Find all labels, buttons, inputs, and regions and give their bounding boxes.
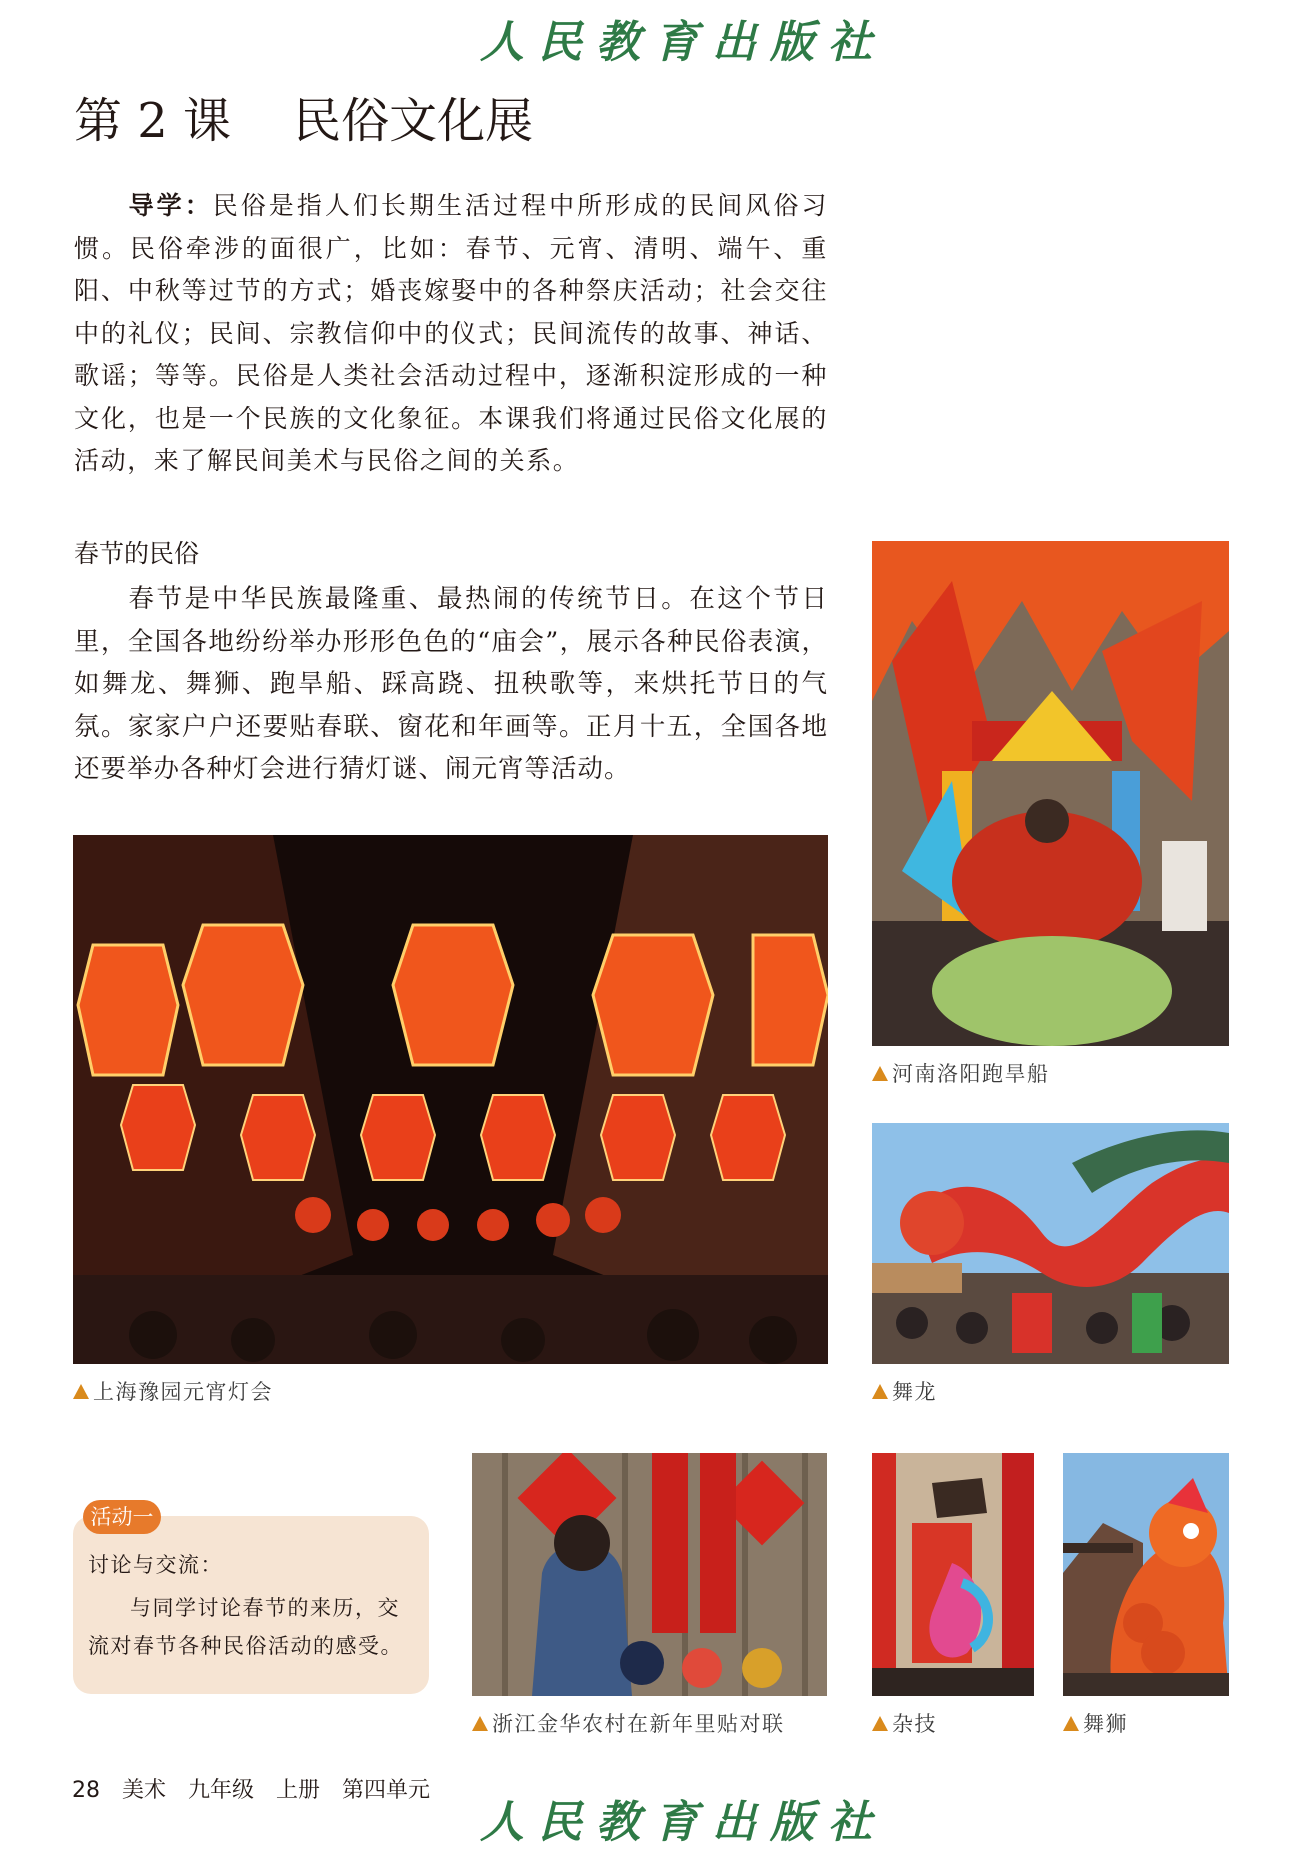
lantern-festival-photo: [73, 835, 828, 1364]
publisher-logo-bottom: 人民教育出版社: [480, 1797, 886, 1848]
land-boat-photo: [872, 541, 1229, 1046]
footer-subject: 美术: [122, 1778, 167, 1803]
triangle-icon: [872, 1066, 888, 1081]
page-number: 28: [72, 1778, 100, 1803]
section-text: 春节是中华民族最隆重、最热闹的传统节日。在这个节日里，全国各地纷纷举办形形色色的“庙会”，展示各种民俗表演，如舞龙、舞狮、跑旱船、踩高跷、扭秧歌等，来烘托节日的气氛。家家户户还要贴春联、窗花和年画等。正月十五，全国各地还要举办各种灯会进行猜灯谜、闹元宵等活动。: [74, 584, 828, 784]
couplets-photo: [472, 1453, 827, 1696]
triangle-icon: [73, 1384, 89, 1399]
triangle-icon: [872, 1716, 888, 1731]
section-paragraph: [74, 578, 828, 791]
intro-paragraph: [74, 185, 828, 483]
activity-heading: 讨论与交流：: [88, 1553, 223, 1577]
page-footer: [72, 1773, 452, 1804]
acrobatics-photo: [872, 1453, 1034, 1696]
caption-couplets: 浙江金华农村在新年里贴对联: [472, 1708, 785, 1738]
caption-dragon: 舞龙: [872, 1376, 937, 1406]
footer-unit: 第四单元: [342, 1778, 431, 1803]
caption-land-boat: 河南洛阳跑旱船: [872, 1058, 1050, 1088]
lesson-number: 第 2 课: [74, 93, 232, 149]
triangle-icon: [1063, 1716, 1079, 1731]
lesson-name: 民俗文化展: [293, 93, 534, 149]
activity-badge: 活动一: [83, 1500, 161, 1534]
footer-volume: 上册: [276, 1778, 321, 1803]
caption-lanterns: 上海豫园元宵灯会: [73, 1376, 273, 1406]
lesson-title: [74, 82, 533, 151]
lion-dance-photo: [1063, 1453, 1229, 1696]
triangle-icon: [872, 1384, 888, 1399]
section-heading: 春节的民俗: [74, 539, 200, 568]
caption-acrobatics: 杂技: [872, 1708, 937, 1738]
publisher-logo-top: 人民教育出版社: [480, 17, 886, 68]
caption-lion: 舞狮: [1063, 1708, 1128, 1738]
footer-grade: 九年级: [188, 1778, 255, 1803]
triangle-icon: [472, 1716, 488, 1731]
intro-lead: 导学：: [127, 191, 213, 220]
intro-text: 民俗是指人们长期生活过程中所形成的民间风俗习惯。民俗牵涉的面很广，比如：春节、元宵、清明、端午、重阳、中秋等过节的方式；婚丧嫁娶中的各种祭庆活动；社会交往中的礼仪；民间、宗教信仰中的仪式；民间流传的故事、神话、歌谣；等等。民俗是人类社会活动过程中，逐渐积淀形成的一种文化，也是一个民族的文化象征。本课我们将通过民俗文化展的活动，来了解民间美术与民俗之间的关系。: [74, 191, 828, 475]
activity-body: 与同学讨论春节的来历，交流对春节各种民俗活动的感受。: [88, 1596, 403, 1658]
dragon-dance-photo: [872, 1123, 1229, 1364]
